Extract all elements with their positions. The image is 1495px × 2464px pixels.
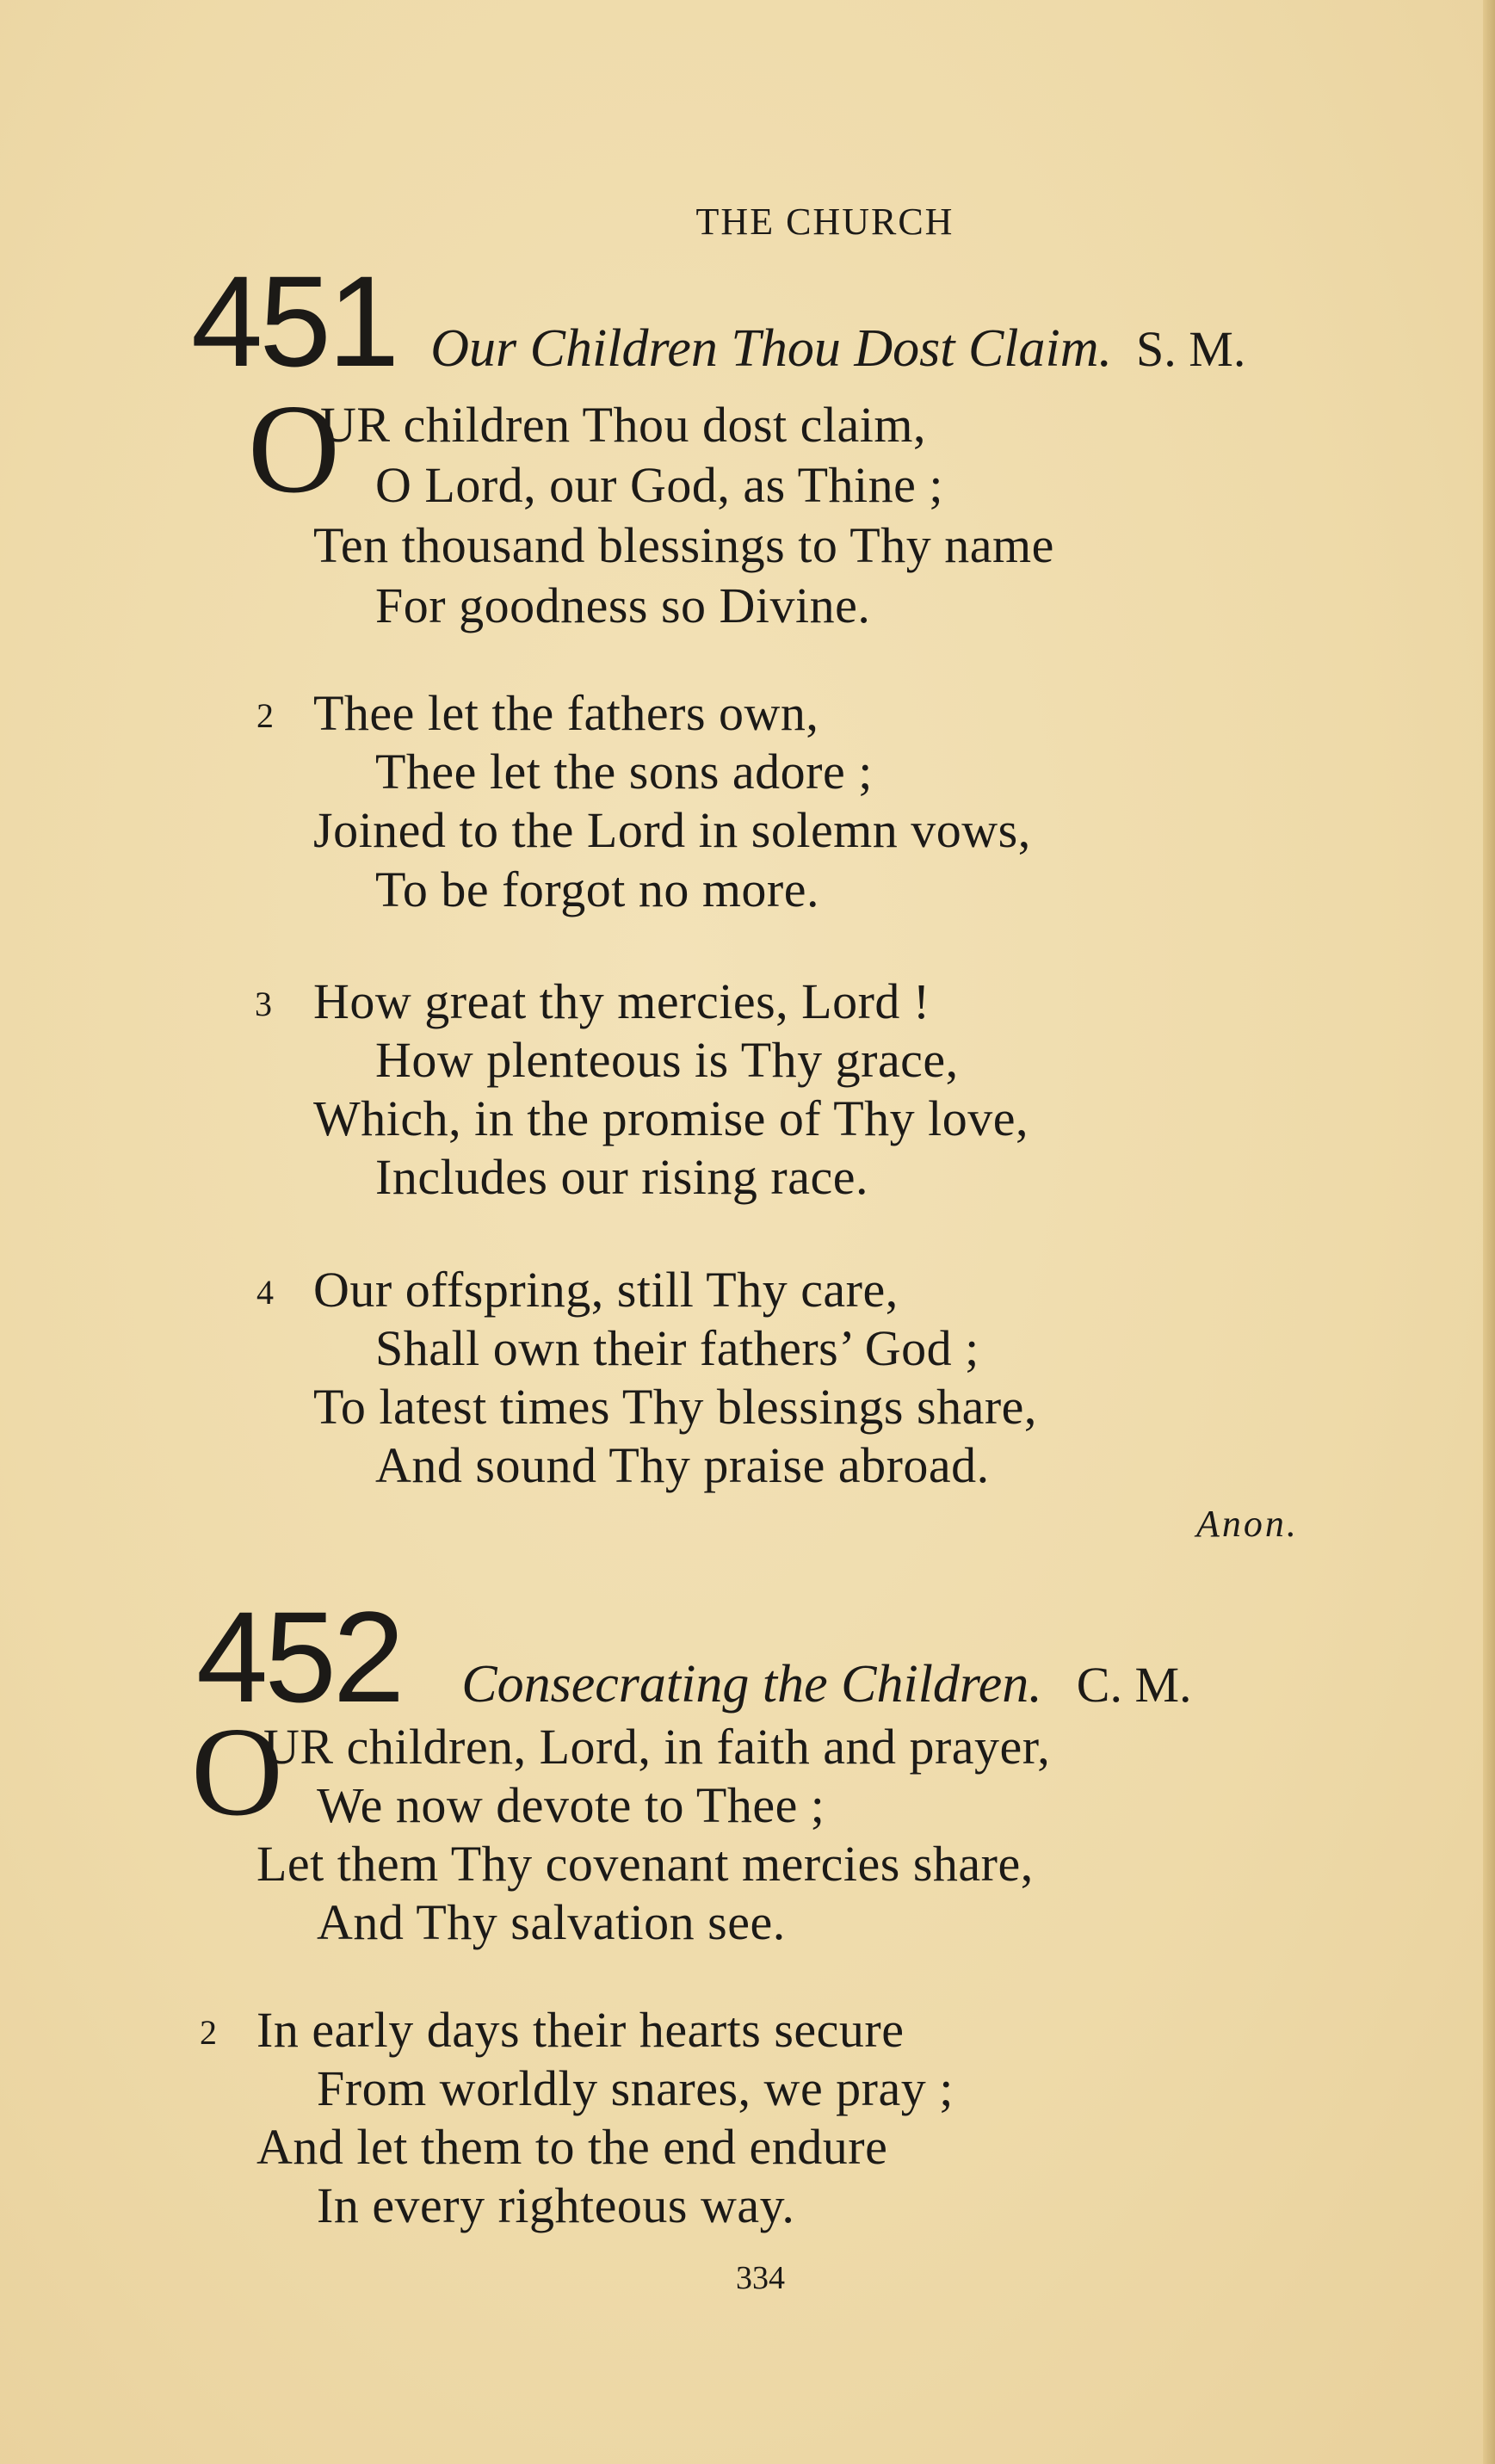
verse-line: Thee let the sons adore ; bbox=[375, 744, 873, 800]
verse-number: 2 bbox=[200, 2013, 217, 2052]
verse-line: To latest times Thy blessings share, bbox=[313, 1379, 1037, 1435]
verse-line: O Lord, our God, as Thine ; bbox=[375, 457, 943, 513]
verse-line: UR children Thou dost claim, bbox=[320, 397, 926, 453]
verse-number: 4 bbox=[256, 1273, 274, 1312]
hymn-452-heading bbox=[196, 1584, 1192, 1729]
verse-line: Ten thousand blessings to Thy name bbox=[313, 517, 1054, 573]
verse-line: Which, in the promise of Thy love, bbox=[313, 1090, 1029, 1146]
verse-line: And sound Thy praise abroad. bbox=[375, 1437, 990, 1493]
verse-line: To be forgot no more. bbox=[375, 861, 819, 917]
hymn-451-heading bbox=[191, 249, 1246, 393]
verse-line: And Thy salvation see. bbox=[317, 1894, 786, 1950]
verse-line: Let them Thy covenant mercies share, bbox=[256, 1836, 1034, 1892]
drop-cap: O bbox=[248, 379, 340, 520]
verse-line: How great thy mercies, Lord ! bbox=[313, 973, 930, 1029]
hymn-meter: S. M. bbox=[1136, 321, 1246, 377]
drop-cap: O bbox=[191, 1701, 283, 1843]
verse-line: How plenteous is Thy grace, bbox=[375, 1032, 959, 1088]
hymn-title: Consecrating the Children. bbox=[461, 1655, 1042, 1714]
verse-line: UR children, Lord, in faith and prayer, bbox=[263, 1719, 1051, 1775]
verse-number: 3 bbox=[255, 985, 272, 1023]
hymn-meter: C. M. bbox=[1076, 1657, 1192, 1713]
hymn-number: 452 bbox=[196, 1584, 402, 1729]
verse-line: Shall own their fathers’ God ; bbox=[375, 1320, 979, 1376]
verse-line: For goodness so Divine. bbox=[375, 577, 871, 633]
verse-line: Thee let the fathers own, bbox=[313, 685, 819, 741]
verse-line: And let them to the end endure bbox=[256, 2119, 888, 2175]
hymn-title: Our Children Thou Dost Claim. bbox=[430, 319, 1113, 378]
verse-line: Includes our rising race. bbox=[375, 1149, 868, 1205]
verse-line: Our offspring, still Thy care, bbox=[313, 1262, 899, 1318]
verse-line: Joined to the Lord in solemn vows, bbox=[313, 802, 1031, 858]
hymn-number: 451 bbox=[191, 249, 397, 393]
page-edge bbox=[1483, 0, 1495, 2464]
verse-number: 2 bbox=[256, 696, 274, 735]
hymn-author: Anon. bbox=[1196, 1503, 1299, 1545]
page-number: 334 bbox=[736, 2260, 785, 2296]
verse-line: We now devote to Thee ; bbox=[317, 1777, 825, 1833]
running-header: THE CHURCH bbox=[695, 201, 954, 243]
verse-line: In every righteous way. bbox=[317, 2177, 795, 2233]
verse-line: From worldly snares, we pray ; bbox=[317, 2060, 954, 2116]
verse-line: In early days their hearts secure bbox=[256, 2002, 905, 2058]
